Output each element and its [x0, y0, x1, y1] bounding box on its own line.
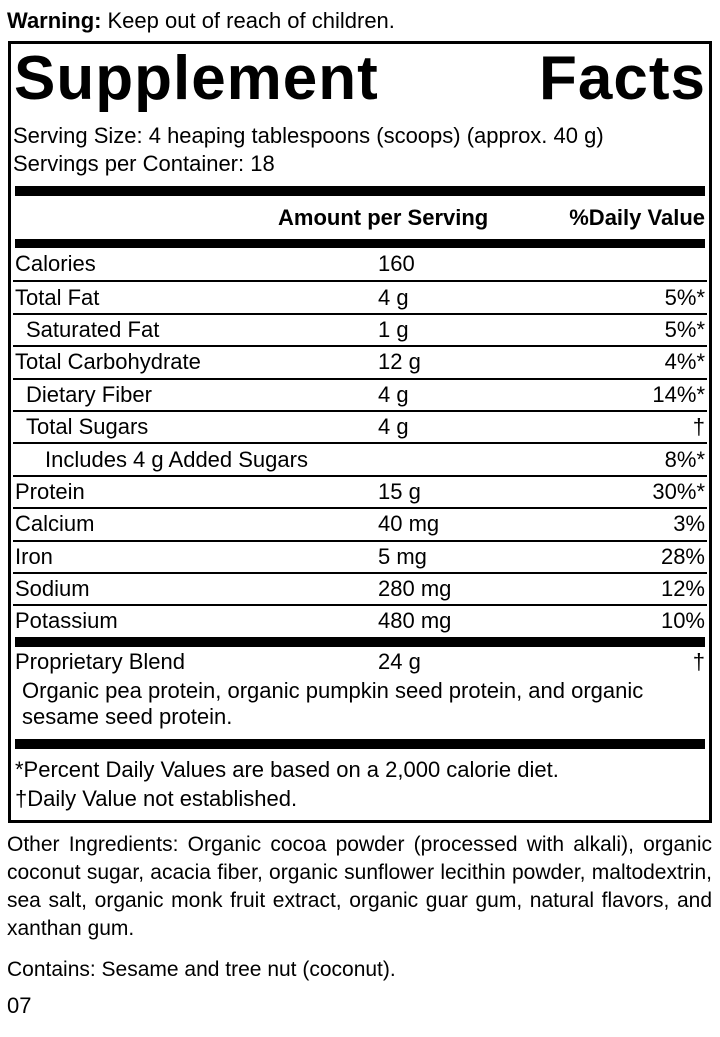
page-code: 07	[7, 992, 32, 1018]
nutrient-name: Total Carbohydrate	[15, 349, 201, 375]
nutrient-dv: 4%*	[664, 349, 705, 375]
warning-label: Warning:	[7, 8, 102, 33]
nutrient-dv: 28%	[660, 543, 705, 569]
supplement-facts-panel	[8, 41, 712, 823]
nutrient-name: Calories	[15, 251, 96, 277]
nutrient-amount: 4 g	[378, 284, 409, 310]
other-ingredients: Other Ingredients: Organic cocoa powder (processed with alkali), organic coconut sugar, acacia fiber, organic sunflower lecithin powder, maltodextrin, sea salt, organic monk fruit extract, organic guar gum, natural flavors, and xanthan gum.	[7, 832, 712, 940]
footnote-daily-value-not-established: †Daily Value not established.	[15, 786, 298, 812]
nutrient-name: Includes 4 g Added Sugars	[45, 446, 308, 472]
nutrient-name: Saturated Fat	[26, 316, 160, 342]
table-row-potassium	[13, 604, 707, 636]
serving-size: Serving Size: 4 heaping tablespoons (scoops) (approx. 40 g)	[13, 123, 604, 148]
nutrient-amount: 480 mg	[378, 608, 452, 634]
table-row-total-sugars	[13, 410, 707, 442]
nutrient-name: Dietary Fiber	[26, 381, 152, 407]
proprietary-blend-row	[13, 647, 707, 678]
table-row-total-carbohydrate	[13, 345, 707, 377]
table-row-added-sugars	[13, 442, 707, 474]
nutrient-amount: 12 g	[378, 349, 421, 375]
nutrient-name: Total Fat	[15, 284, 100, 310]
footnote-percent-daily-value: *Percent Daily Values are based on a 2,000 calorie diet.	[15, 756, 559, 782]
nutrient-name: Calcium	[15, 511, 95, 537]
nutrient-dv: †	[692, 414, 705, 440]
table-row-calories	[13, 248, 707, 280]
table-row-dietary-fiber	[13, 378, 707, 410]
panel-title	[14, 46, 706, 112]
table-row-total-fat	[13, 280, 707, 312]
proprietary-blend-description: Organic pea protein, organic pumpkin seed protein, and organic sesame seed protein.	[22, 677, 644, 729]
footnotes	[13, 755, 707, 814]
nutrient-amount: 160	[378, 251, 415, 277]
table-row-calcium	[13, 507, 707, 539]
nutrient-dv: 14%*	[652, 381, 705, 407]
nutrient-name: Protein	[15, 478, 85, 504]
nutrient-amount: 40 mg	[378, 511, 440, 537]
nutrient-amount: 1 g	[378, 316, 409, 342]
nutrient-dv: 30%*	[652, 478, 705, 504]
nutrient-table	[11, 248, 709, 637]
nutrient-dv: 12%	[660, 576, 705, 602]
separator-bar-footnotes	[15, 739, 705, 749]
nutrient-dv: 5%*	[664, 316, 705, 342]
nutrient-name: Total Sugars	[26, 414, 149, 440]
servings-per-container: Servings per Container: 18	[13, 151, 275, 176]
nutrient-amount: 4 g	[378, 414, 409, 440]
nutrient-dv: 8%*	[664, 446, 705, 472]
table-row-iron	[13, 540, 707, 572]
warning-text: Keep out of reach of children.	[107, 8, 395, 33]
separator-bar-top	[15, 186, 705, 196]
nutrient-dv: 5%*	[664, 284, 705, 310]
proprietary-blend-amount: 24 g	[378, 649, 421, 675]
nutrient-dv: 3%	[673, 511, 705, 537]
nutrient-amount: 280 mg	[378, 576, 452, 602]
nutrient-amount: 15 g	[378, 478, 421, 504]
column-header-row	[13, 196, 707, 239]
panel-title-word-facts: Facts	[539, 44, 706, 113]
warning-line	[7, 7, 712, 34]
table-row-protein	[13, 475, 707, 507]
nutrient-name: Potassium	[15, 608, 118, 634]
column-header-daily-value: %Daily Value	[569, 205, 705, 230]
nutrient-amount: 5 mg	[378, 543, 427, 569]
table-row-sodium	[13, 572, 707, 604]
nutrient-name: Iron	[15, 543, 53, 569]
separator-bar-header	[15, 239, 705, 248]
column-header-amount: Amount per Serving	[278, 205, 489, 230]
table-row-saturated-fat	[13, 313, 707, 345]
nutrient-amount: 4 g	[378, 381, 409, 407]
contains-statement: Contains: Sesame and tree nut (coconut).	[7, 957, 396, 981]
nutrient-dv: 10%	[660, 608, 705, 634]
panel-title-word-supplement: Supplement	[14, 44, 379, 113]
proprietary-blend-name: Proprietary Blend	[15, 649, 185, 675]
nutrient-name: Sodium	[15, 576, 90, 602]
serving-info	[13, 122, 707, 178]
proprietary-blend-dv: †	[692, 649, 705, 675]
separator-bar-blend	[15, 637, 705, 647]
